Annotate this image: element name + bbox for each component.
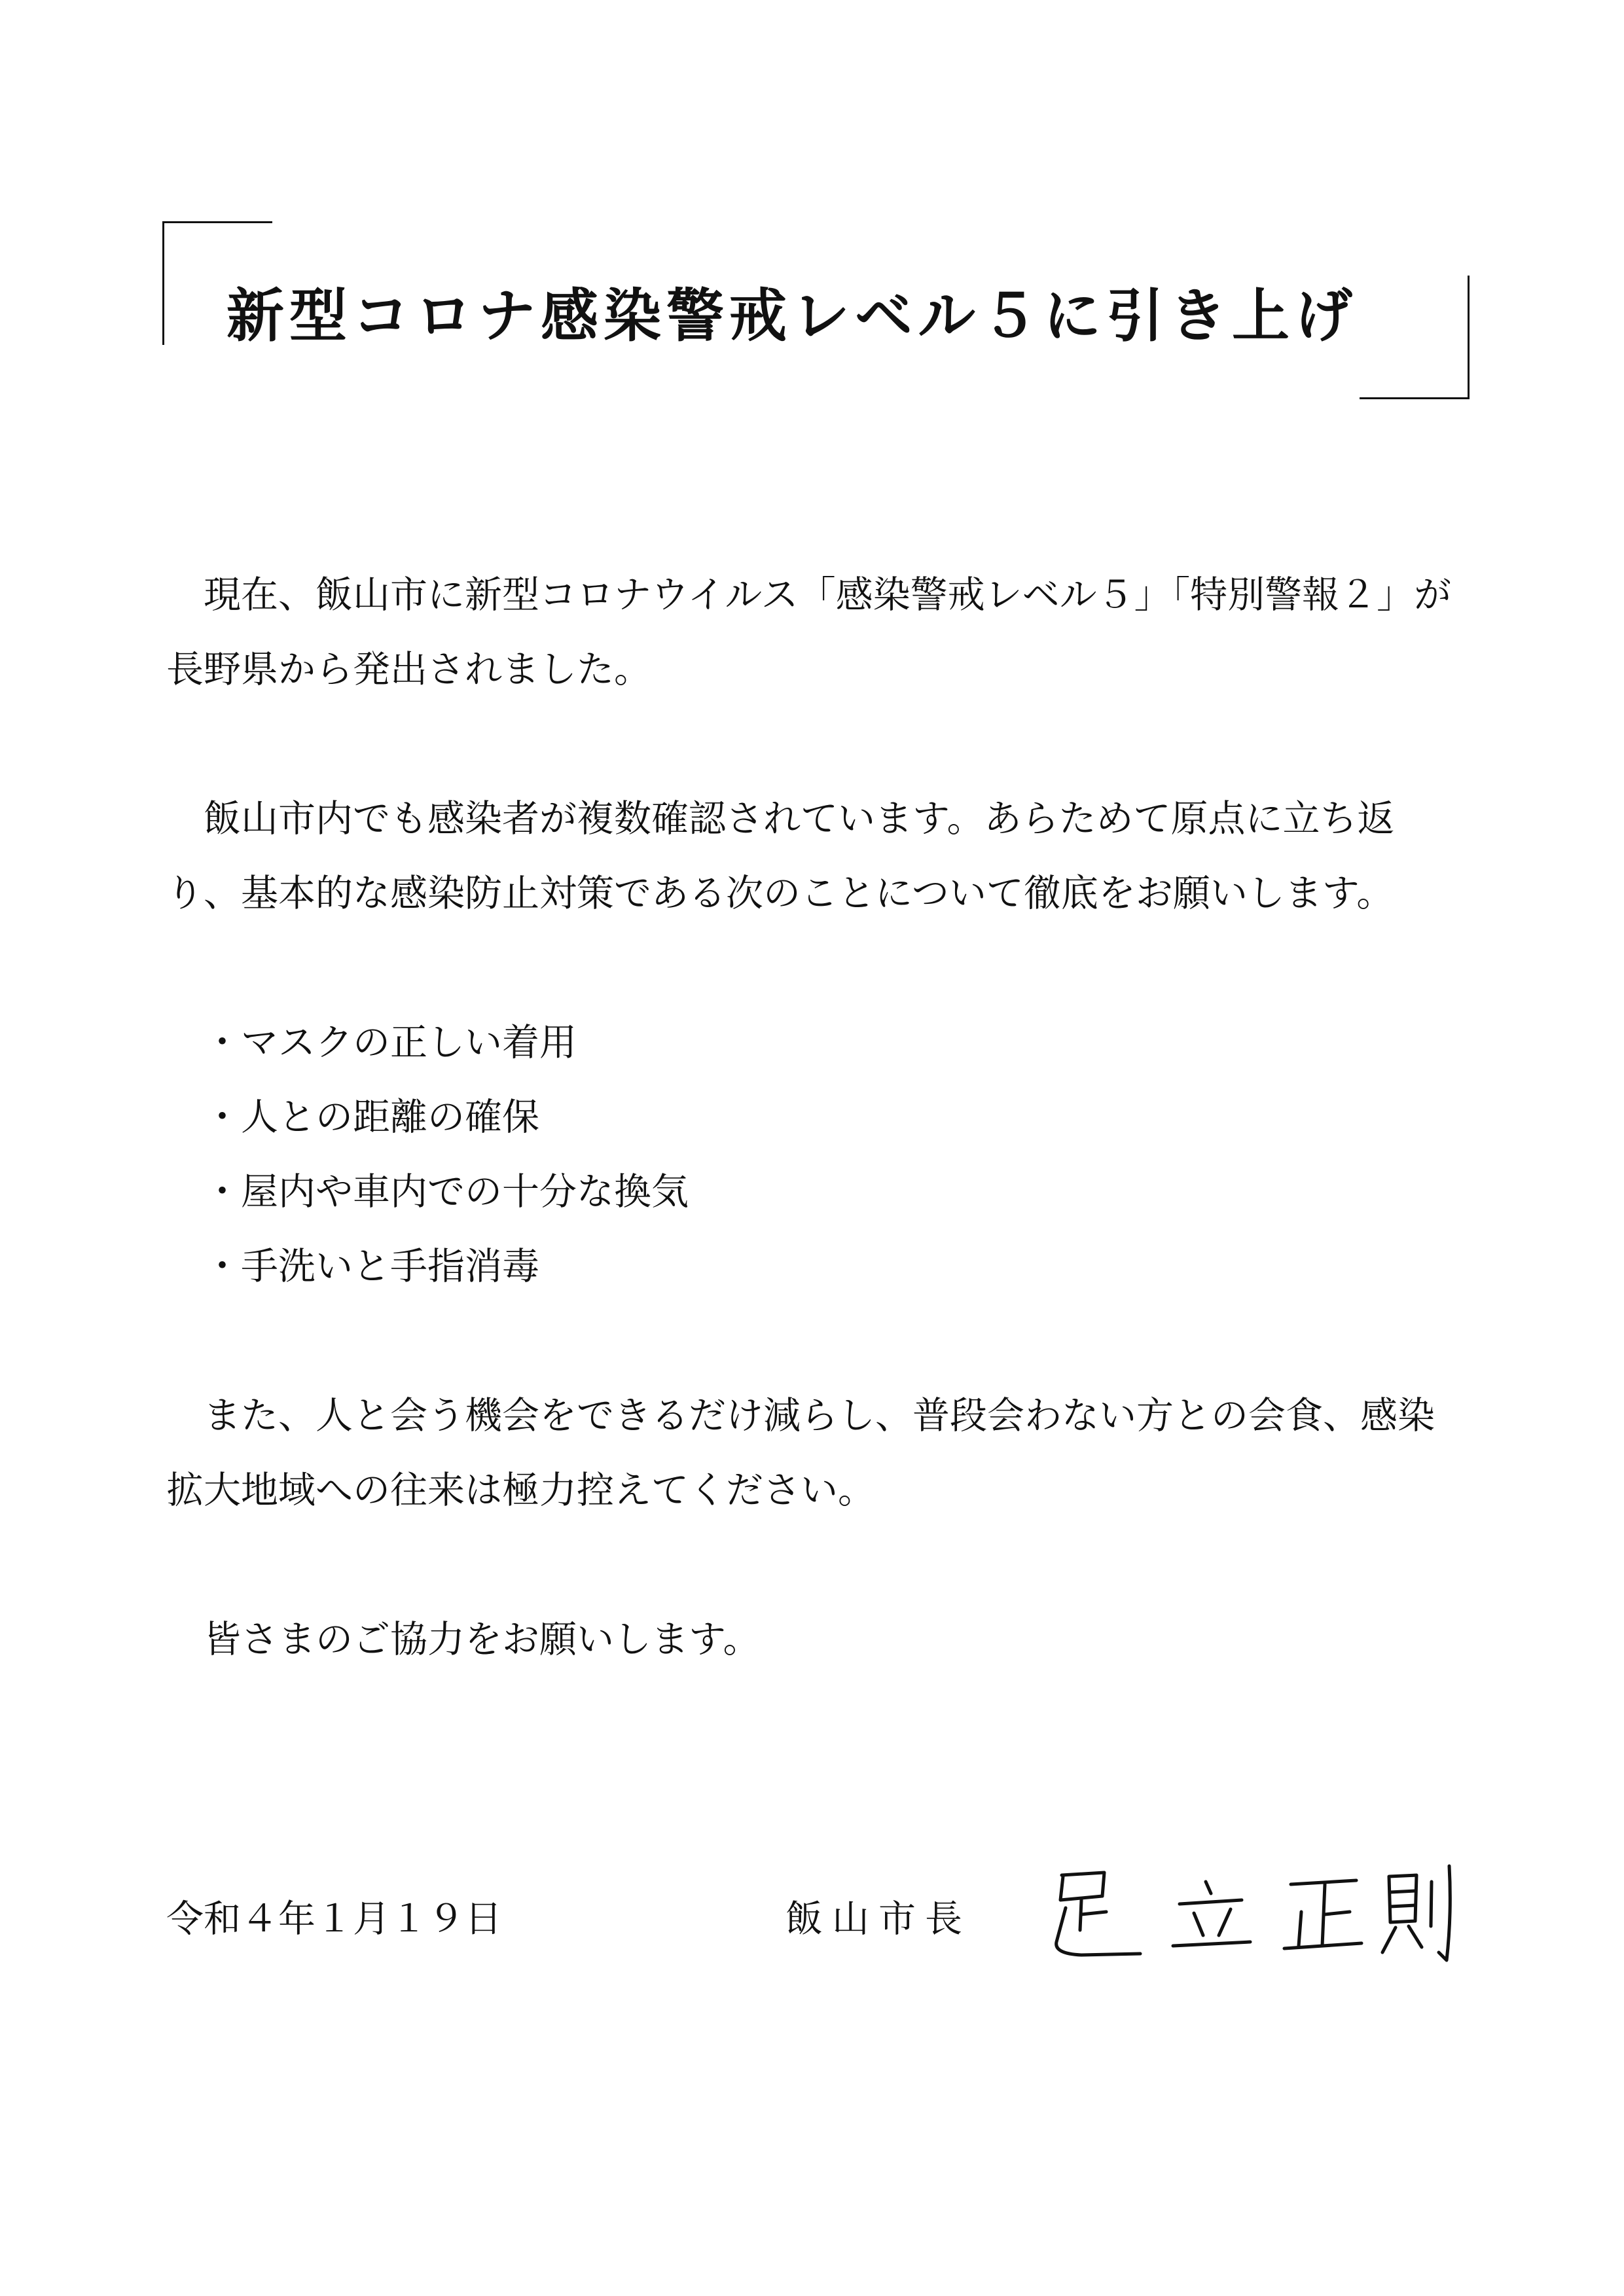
paragraph-spacer (166, 931, 1469, 1005)
paragraph-request: 飯山市内でも感染者が複数確認されています。あらためて原点に立ち返り、基本的な感染防止対策である次のことについて徹底をお願いします。 (166, 797, 1395, 915)
title-block (162, 221, 1470, 399)
list-item: ・屋内や車内での十分な換気 (204, 1170, 689, 1213)
measures-list (166, 1005, 1469, 1304)
paragraph-spacer (166, 707, 1469, 781)
mayor-signature (1042, 1862, 1461, 1967)
paragraph-spacer (166, 1528, 1469, 1602)
paragraph-spacer (166, 1304, 1469, 1378)
list-item: ・人との距離の確保 (204, 1096, 539, 1139)
notice-title: 新型コロナ感染警戒レベル５に引き上げ (226, 282, 1358, 350)
list-item: ・マスクの正しい着用 (204, 1021, 577, 1064)
paragraph-closing: 皆さまのご協力をお願いします。 (204, 1618, 761, 1661)
issue-date: 令和４年１月１９日 (166, 1897, 502, 1941)
paragraph-announcement: 現在、飯山市に新型コロナウイルス「感染警戒レベル５」「特別警報２」が長野県から発出されました。 (166, 573, 1452, 691)
notice-body (166, 558, 1469, 1677)
notice-footer (166, 1862, 1469, 1980)
list-item: ・手洗いと手指消毒 (204, 1245, 539, 1288)
paragraph-avoid-contact: また、人と会う機会をできるだけ減らし、普段会わない方との会食、感染拡大地域への往来は極力控えてください。 (166, 1394, 1435, 1512)
issuer-title: 飯山市長 (785, 1897, 971, 1941)
